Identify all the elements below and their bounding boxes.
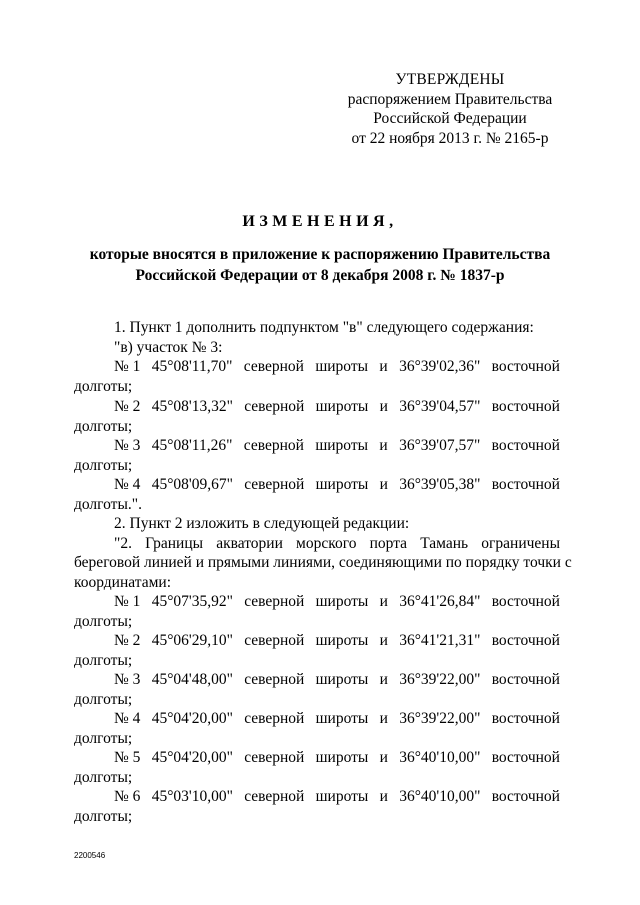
- point-number: № 6: [114, 788, 141, 805]
- east-word: восточной: [491, 749, 560, 766]
- longitude: 36°41'26,84": [399, 593, 481, 610]
- section1-intro: 1. Пункт 1 дополнить подпунктом "в" следующего содержания:: [114, 319, 534, 336]
- coord-row: [114, 436, 560, 456]
- east-word: восточной: [491, 476, 560, 493]
- latitude: 45°06'29,10": [151, 632, 233, 649]
- north-word: северной: [244, 398, 305, 415]
- and-word: и: [379, 710, 388, 727]
- latitude: 45°08'13,32": [151, 398, 233, 415]
- longitude-word: долготы;: [74, 418, 133, 435]
- approval-line: Российской Федерации: [373, 110, 527, 127]
- coord-row: [114, 357, 560, 377]
- north-word: северной: [244, 671, 305, 688]
- coord-row: [114, 748, 560, 768]
- latitude-word: широты: [315, 632, 369, 649]
- point-number: № 1: [114, 593, 141, 610]
- section2-paragraph-line: "2. Границы акватории морского порта Тамань ограничены: [114, 535, 560, 552]
- and-word: и: [379, 632, 388, 649]
- longitude-word: долготы;: [74, 613, 133, 630]
- east-word: восточной: [491, 710, 560, 727]
- east-word: восточной: [491, 632, 560, 649]
- longitude-word: долготы;: [74, 769, 133, 786]
- latitude: 45°08'09,67": [151, 476, 233, 493]
- latitude-word: широты: [315, 358, 369, 375]
- north-word: северной: [244, 788, 305, 805]
- latitude-word: широты: [315, 671, 369, 688]
- section1-sub: "в) участок № 3:: [114, 339, 223, 356]
- east-word: восточной: [491, 398, 560, 415]
- and-word: и: [379, 671, 388, 688]
- east-word: восточной: [491, 788, 560, 805]
- longitude: 36°40'10,00": [399, 749, 481, 766]
- longitude: 36°39'04,57": [399, 398, 481, 415]
- and-word: и: [379, 788, 388, 805]
- document-code: 2200546: [74, 851, 106, 860]
- north-word: северной: [244, 593, 305, 610]
- approval-title: УТВЕРЖДЕНЫ: [395, 71, 505, 88]
- north-word: северной: [244, 476, 305, 493]
- coord-row: [114, 592, 560, 612]
- point-number: № 5: [114, 749, 141, 766]
- latitude: 45°04'20,00": [151, 710, 233, 727]
- north-word: северной: [243, 358, 304, 375]
- approval-block: [340, 70, 560, 148]
- point-number: № 4: [114, 710, 141, 727]
- longitude-word: долготы.".: [74, 496, 142, 513]
- and-word: и: [379, 593, 388, 610]
- section2-paragraph-line: береговой линией и прямыми линиями, соединяющими по порядку точки с: [74, 554, 572, 571]
- longitude: 36°39'22,00": [399, 710, 481, 727]
- document-title: ИЗМЕНЕНИЯ,: [242, 213, 398, 230]
- point-number: № 3: [114, 671, 141, 688]
- latitude-word: широты: [315, 593, 369, 610]
- latitude: 45°08'11,26": [151, 437, 233, 454]
- and-word: и: [379, 749, 388, 766]
- east-word: восточной: [491, 437, 560, 454]
- longitude: 36°40'10,00": [399, 788, 481, 805]
- north-word: северной: [243, 437, 304, 454]
- latitude: 45°08'11,70": [151, 358, 233, 375]
- point-number: № 2: [114, 398, 141, 415]
- coord-row: [114, 787, 560, 807]
- latitude-word: широты: [315, 398, 369, 415]
- latitude: 45°04'20,00": [151, 749, 233, 766]
- coord-row: [114, 709, 560, 729]
- latitude: 45°03'10,00": [151, 788, 233, 805]
- point-number: № 1: [114, 358, 141, 375]
- east-word: восточной: [491, 593, 560, 610]
- longitude-word: долготы;: [74, 457, 133, 474]
- longitude-word: долготы;: [74, 378, 133, 395]
- and-word: и: [379, 398, 388, 415]
- longitude-word: долготы;: [74, 691, 133, 708]
- latitude-word: широты: [315, 476, 369, 493]
- and-word: и: [379, 358, 388, 375]
- and-word: и: [379, 476, 388, 493]
- longitude: 36°39'22,00": [399, 671, 481, 688]
- latitude: 45°04'48,00": [151, 671, 233, 688]
- section2-intro: 2. Пункт 2 изложить в следующей редакции:: [114, 515, 410, 532]
- longitude-word: долготы;: [74, 808, 133, 825]
- latitude: 45°07'35,92": [151, 593, 233, 610]
- north-word: северной: [244, 632, 305, 649]
- coord-row: [114, 631, 560, 651]
- coord-row: [114, 475, 560, 495]
- latitude-word: широты: [315, 788, 369, 805]
- longitude: 36°41'21,31": [399, 632, 481, 649]
- subtitle-line: которые вносятся в приложение к распоряжению Правительства: [89, 246, 551, 263]
- longitude: 36°39'07,57": [399, 437, 481, 454]
- and-word: и: [379, 437, 388, 454]
- approval-line: от 22 ноября 2013 г. № 2165-р: [351, 129, 549, 147]
- longitude: 36°39'05,38": [399, 476, 481, 493]
- document-subtitle: [0, 244, 640, 286]
- subtitle-line: Российской Федерации от 8 декабря 2008 г. № 1837-р: [135, 267, 505, 284]
- north-word: северной: [244, 710, 305, 727]
- approval-line: распоряжением Правительства: [347, 90, 553, 108]
- east-word: восточной: [491, 358, 560, 375]
- point-number: № 4: [114, 476, 141, 493]
- point-number: № 3: [114, 437, 141, 454]
- latitude-word: широты: [315, 710, 369, 727]
- longitude-word: долготы;: [74, 730, 133, 747]
- longitude: 36°39'02,36": [399, 358, 481, 375]
- coord-row: [114, 670, 560, 690]
- section2-paragraph-line: координатами:: [74, 574, 171, 591]
- east-word: восточной: [491, 671, 560, 688]
- coord-row: [114, 397, 560, 417]
- longitude-word: долготы;: [74, 652, 133, 669]
- latitude-word: широты: [315, 437, 369, 454]
- latitude-word: широты: [315, 749, 369, 766]
- point-number: № 2: [114, 632, 141, 649]
- north-word: северной: [244, 749, 305, 766]
